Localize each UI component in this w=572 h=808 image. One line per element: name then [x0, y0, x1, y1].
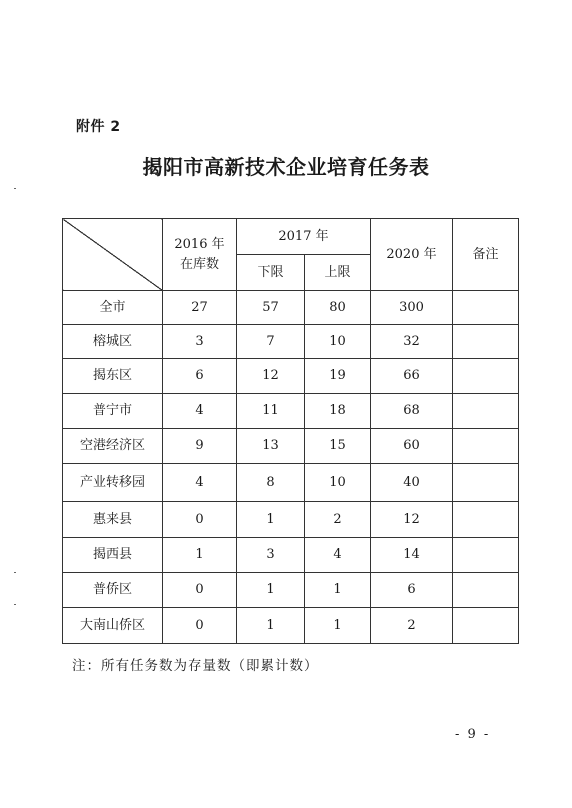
table-row [63, 429, 519, 464]
header-2016 [163, 219, 237, 291]
cell-2020: 68 [371, 394, 453, 429]
cell-2020: 66 [371, 359, 453, 394]
header-2017-upper: 上限 [305, 255, 371, 291]
cell-2016: 0 [163, 502, 237, 538]
task-table [62, 218, 519, 644]
region-cell: 榕城区 [63, 325, 163, 359]
cell-2017-lower: 13 [237, 429, 305, 464]
cell-remarks [453, 291, 519, 325]
cell-2017-upper: 1 [305, 608, 371, 644]
region-cell: 大南山侨区 [63, 608, 163, 644]
table-row [63, 394, 519, 429]
cell-2017-lower: 12 [237, 359, 305, 394]
cell-2020: 2 [371, 608, 453, 644]
cell-2020: 300 [371, 291, 453, 325]
scan-speck [14, 572, 16, 573]
cell-2017-lower: 7 [237, 325, 305, 359]
cell-2016: 1 [163, 538, 237, 573]
region-cell: 普侨区 [63, 573, 163, 608]
region-cell: 普宁市 [63, 394, 163, 429]
table-row [63, 464, 519, 502]
cell-2017-upper: 80 [305, 291, 371, 325]
cell-2016: 4 [163, 464, 237, 502]
cell-2016: 4 [163, 394, 237, 429]
region-cell: 揭东区 [63, 359, 163, 394]
table-row [63, 325, 519, 359]
cell-2017-upper: 4 [305, 538, 371, 573]
cell-2017-lower: 57 [237, 291, 305, 325]
cell-2017-upper: 10 [305, 325, 371, 359]
cell-remarks [453, 538, 519, 573]
region-cell: 揭西县 [63, 538, 163, 573]
cell-2016: 9 [163, 429, 237, 464]
cell-2016: 3 [163, 325, 237, 359]
region-cell: 产业转移园 [63, 464, 163, 502]
cell-2017-upper: 10 [305, 464, 371, 502]
cell-2020: 6 [371, 573, 453, 608]
header-2017-lower: 下限 [237, 255, 305, 291]
cell-2017-lower: 1 [237, 502, 305, 538]
region-cell: 惠来县 [63, 502, 163, 538]
cell-remarks [453, 608, 519, 644]
cell-remarks [453, 464, 519, 502]
cell-2017-upper: 19 [305, 359, 371, 394]
page-title: 揭阳市高新技术企业培育任务表 [142, 155, 430, 179]
header-2017: 2017 年 [237, 219, 371, 255]
header-2016-year: 2016 年 [174, 237, 225, 252]
page-number: - 9 - [455, 727, 491, 742]
scan-speck [14, 188, 16, 189]
cell-remarks [453, 429, 519, 464]
attachment-label: 附件 2 [76, 119, 121, 135]
cell-2020: 12 [371, 502, 453, 538]
cell-2020: 32 [371, 325, 453, 359]
cell-2016: 0 [163, 573, 237, 608]
cell-2016: 6 [163, 359, 237, 394]
cell-2016: 0 [163, 608, 237, 644]
cell-2017-upper: 2 [305, 502, 371, 538]
cell-2017-upper: 15 [305, 429, 371, 464]
cell-remarks [453, 573, 519, 608]
header-remarks: 备注 [453, 219, 519, 291]
table-row [63, 608, 519, 644]
cell-2020: 14 [371, 538, 453, 573]
cell-remarks [453, 359, 519, 394]
diagonal-header-cell [63, 219, 163, 291]
table-row [63, 291, 519, 325]
table-row [63, 538, 519, 573]
cell-2016: 27 [163, 291, 237, 325]
table-row [63, 359, 519, 394]
cell-2017-upper: 1 [305, 573, 371, 608]
cell-remarks [453, 325, 519, 359]
cell-2017-lower: 1 [237, 573, 305, 608]
table-row [63, 573, 519, 608]
footnote: 注：所有任务数为存量数（即累计数） [72, 658, 319, 674]
cell-2017-lower: 1 [237, 608, 305, 644]
cell-remarks [453, 502, 519, 538]
cell-2020: 40 [371, 464, 453, 502]
table-row [63, 502, 519, 538]
cell-2020: 60 [371, 429, 453, 464]
header-2016-sub: 在库数 [179, 256, 219, 272]
cell-2017-lower: 8 [237, 464, 305, 502]
cell-2017-upper: 18 [305, 394, 371, 429]
cell-2017-lower: 11 [237, 394, 305, 429]
cell-2017-lower: 3 [237, 538, 305, 573]
header-2020: 2020 年 [371, 219, 453, 291]
cell-remarks [453, 394, 519, 429]
region-cell: 全市 [63, 291, 163, 325]
region-cell: 空港经济区 [63, 429, 163, 464]
scan-speck [14, 604, 16, 605]
